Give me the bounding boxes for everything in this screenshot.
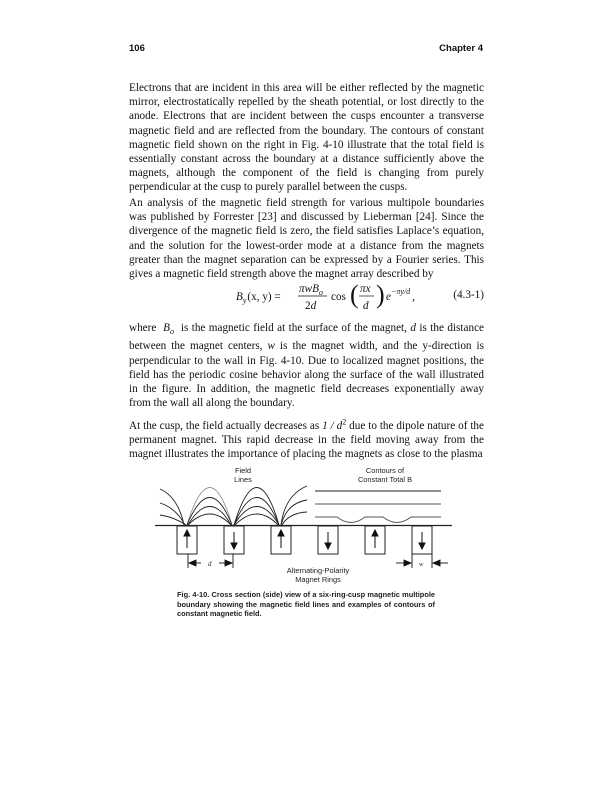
eq-lhs: $B_y(x$, y) =: [236, 291, 281, 305]
figure-4-10: [155, 465, 455, 585]
page-number: 106: [129, 43, 145, 54]
eq-inner-num: πx: [360, 283, 371, 295]
eq-lparen: (: [350, 280, 359, 309]
eq-exp: $e^{-\pi y/d}$ ,: [386, 287, 415, 303]
paragraph-2: An analysis of the magnetic field strength for various multipole boundaries was published by Forrester [23] and discussed by Lieberman [24]. Since the divergence of the magnetic field is zero, the field satisfies Laplace’s equation, and the solution for the lowest-order mode at a distance from the magnets greater than the magnet separation can be expressed by a Fourier series. This gives a magnetic field strength above the magnet array described by: [129, 197, 484, 281]
eq-frac-den: 2d: [305, 300, 317, 312]
contour-lines: [315, 491, 441, 523]
eq-cos: cos: [331, 291, 346, 303]
dim-w-label: w: [419, 562, 424, 568]
eq-frac-num: πwB$_o$: [299, 283, 323, 297]
paragraph-3: where $B_o$ is the magnetic field at the surface of the magnet, d is the distance between the magnet centers, w is the magnet width, and the y-direction is perpendicular to the wall in Fig. 4-10. Due to localized magnet positions, the field has the periodic cosine behavior along the surface of the wall illustrated in the figure. In addition, the magnetic field decreases exponentially away from the wall all along the boundary.: [129, 322, 485, 410]
dim-d-label: d: [208, 560, 212, 568]
label-contours: Contours of Constant Total B: [357, 466, 413, 484]
figure-caption: Fig. 4-10. Cross section (side) view of a six-ring-cusp magnetic multipole boundary showing the magnetic field lines and examples of contours of constant magnetic field.: [177, 590, 435, 619]
field-lines: [160, 486, 307, 525]
equation-render: [129, 277, 484, 317]
equation-4-3-1: [129, 277, 484, 317]
paragraph-1: Electrons that are incident in this area will be either reflected by the magnetic mirror, electrostatically repelled by the sheath potential, or lost directly to the anode. Electrons that are incident between the cusps encounter a transverse magnetic field and are reflected from the boundary. The contours of constant magnetic field shown on the right in Fig. 4-10 illustrate that the total field is essentially constant across the boundary at a distance sufficiently above the magnets, although the component of the field is changing from purely perpendicular at the cusp to purely parallel between the cusps.: [129, 82, 484, 194]
chapter-title: Chapter 4: [439, 43, 483, 54]
label-magnet-rings: Alternating-Polarity Magnet Rings: [286, 566, 350, 584]
magnet-rings: [177, 526, 432, 554]
label-field-lines: Field Lines: [234, 466, 252, 484]
eq-rparen: ): [376, 280, 385, 309]
paragraph-4: At the cusp, the field actually decreases as $1 / d^2$ due to the dipole nature of the permanent magnet. This rapid decrease in the field moving away from the magnet illustrates the importance of placing the magnets as close to the plasma: [129, 417, 484, 461]
polarity-arrows: [184, 530, 425, 549]
equation-number: (4.3-1): [453, 289, 484, 301]
eq-inner-den: d: [363, 300, 369, 312]
